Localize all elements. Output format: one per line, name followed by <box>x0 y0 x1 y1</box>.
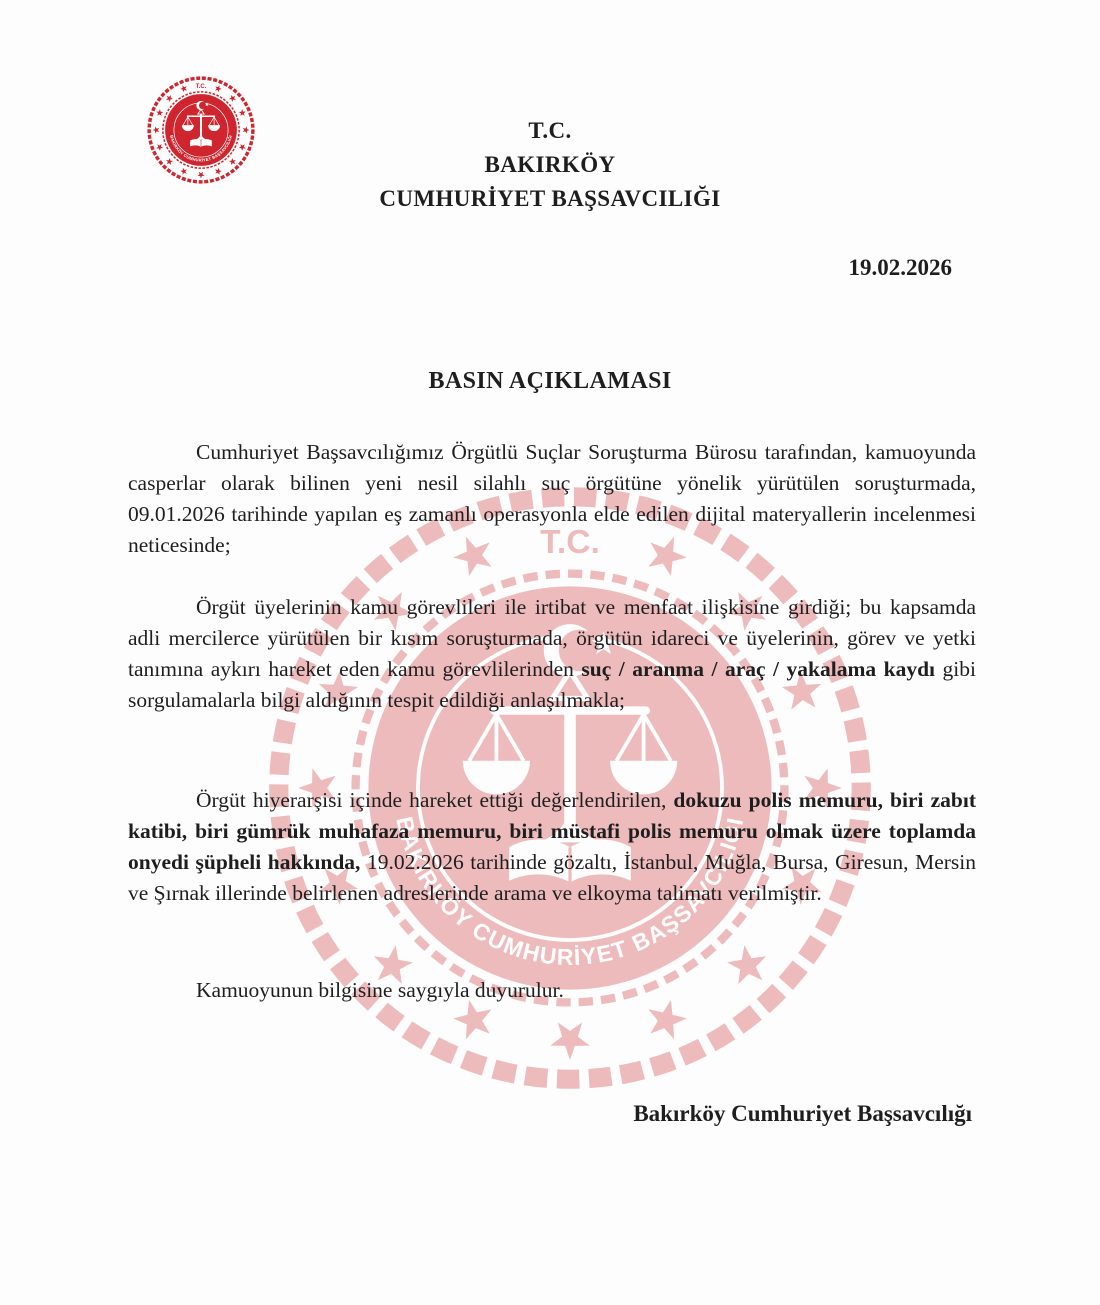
paragraph-text: Örgüt hiyerarşisi içinde hareket ettiği değerlendirilen, <box>196 788 674 812</box>
document-date: 19.02.2026 <box>848 255 952 280</box>
paragraph-text: 19.02.2026 tarihinde gözaltı, İstanbul, Muğla, Bursa, Giresun, Mersin ve Şırnak illerinde belirlenen adreslerinde arama ve elkoyma talimatı verilmiştir. <box>128 850 976 905</box>
press-release-title: BASIN AÇIKLAMASI <box>428 368 672 394</box>
paragraph-text: Cumhuriyet Başsavcılığımız Örgütlü Suçlar Soruşturma Bürosu tarafından, kamuoyunda casperlar olarak bilinen yeni nesil silahlı suç örgütüne yönelik yürütülen soruşturmada, 09.01.2026 tarihinde yapılan eş zamanlı operasyonla elde edilen dijital materyallerin incelenmesi neticesinde; <box>128 440 976 557</box>
signature-office-name: Bakırköy Cumhuriyet Başsavcılığı <box>633 1101 972 1126</box>
paragraph-text: Örgüt üyelerinin kamu görevlileri ile irtibat ve menfaat ilişkisine girdiği; bu kapsamda adli mercilerce yürütülen bir kısım soruşturmada, örgütün idareci ve üyelerinin, görev ve yetki tanımına aykırı hareket eden kamu görevlilerinden <box>128 595 976 681</box>
letterhead-line-district: BAKIRKÖY <box>484 152 616 177</box>
paragraph-detention-order <box>128 785 976 909</box>
letterhead-line-tc: T.C. <box>528 118 572 143</box>
paragraph-bold-segment: dokuzu polis memuru, biri zabıt katibi, biri gümrük muhafaza memuru, biri müstafi polis memuru olmak üzere toplamda onyedi şüpheli hakkında, <box>128 788 976 874</box>
paragraph-bold-segment: suç / aranma / araç / yakalama kaydı <box>581 657 936 681</box>
letterhead <box>0 114 1100 216</box>
paragraph-findings <box>128 592 976 716</box>
paragraph-investigation-intro <box>128 437 976 561</box>
paragraph-text: gibi sorgulamalarla bilgi aldığının tespit edildiği anlaşılmakla; <box>128 657 976 712</box>
letterhead-line-office: CUMHURİYET BAŞSAVCILIĞI <box>379 186 721 211</box>
paragraph-closing: Kamuoyunun bilgisine saygıyla duyurulur. <box>196 978 564 1002</box>
